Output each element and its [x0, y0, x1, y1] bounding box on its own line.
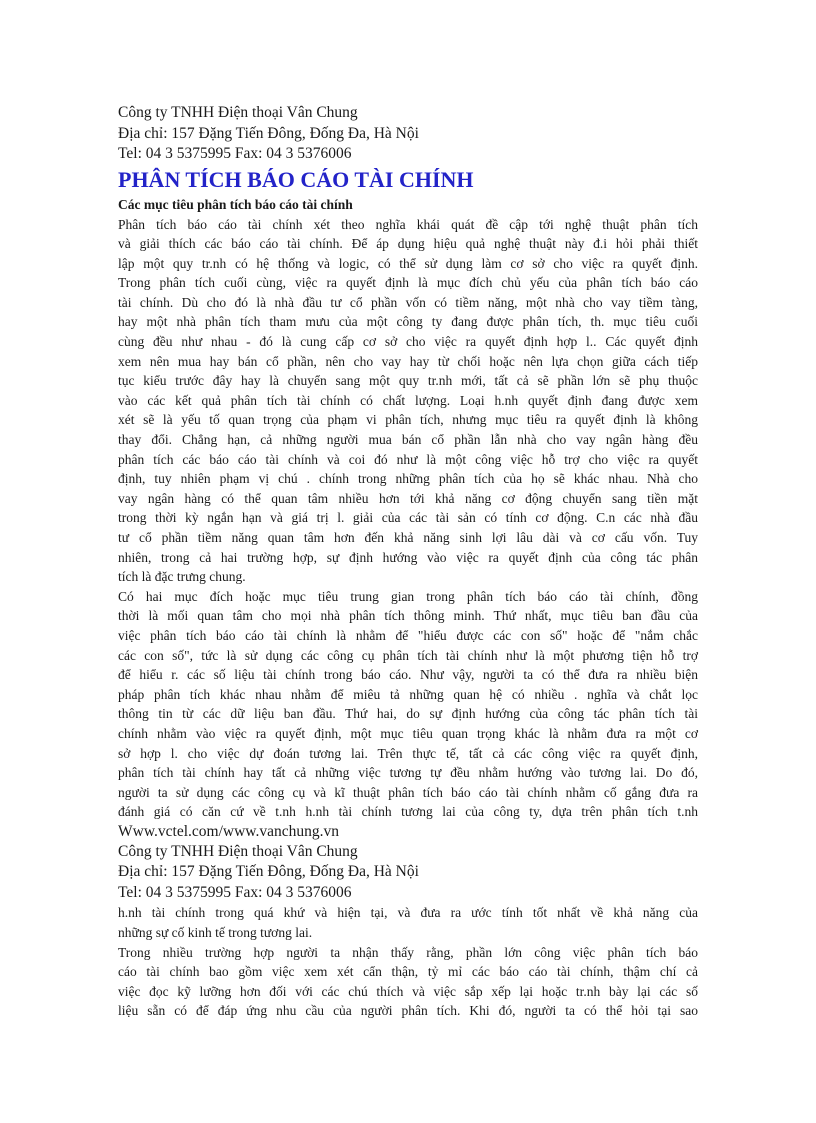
paragraph-3 [118, 903, 698, 942]
company-name: Công ty TNHH Điện thoại Vân Chung [118, 842, 358, 860]
text-line: xét sẽ là yếu tố quan trọng của phạm vi phân tích, nhưng mục tiêu ra quyết định là không [118, 412, 698, 428]
text-line: tục kiểu trước đây hay là chuyển sang một quy tr.nh mới, tất cả sẽ phần lớn sẽ phụ thuộc [118, 373, 698, 389]
text-line: lập một quy tr.nh có hệ thống và logic, có thể sử dụng làm cơ sở cho việc ra quyết định. [118, 255, 698, 271]
text-line: thông tin từ các dữ liệu ban đầu. Thứ hai, do sự định hướng của công tác phân tích tài [118, 706, 698, 722]
text-line: vay ngân hàng có thể quan tâm nhiều hơn tới khả năng cơ động chuyển sang tiền mặt [118, 490, 698, 506]
text-line: thay đổi. Chẳng hạn, cả những người mua bán cổ phần lẫn nhà cho vay ngân hàng đều [118, 432, 698, 448]
text-line: định, tuy nhiên phạm vị chú . chính trong những phân tích của họ sẽ khác nhau. Nhà cho [118, 471, 698, 487]
text-line: Có hai mục đích hoặc mục tiêu trung gian trong phân tích báo cáo tài chính, đồng [118, 588, 698, 604]
text-line: phân tích các báo cáo tài chính và coi đó như là một công việc hỗ trợ cho việc ra quyết [118, 451, 698, 467]
text-line: Trong nhiều trường hợp người ta nhận thấy rằng, phần lớn công việc phân tích báo [118, 944, 698, 960]
text-line: cùng đều như nhau - đó là cung cấp cơ sở cho việc ra quyết định hợp l.. Các quyết định [118, 334, 698, 350]
text-line: việc đọc kỹ lưỡng hơn đối với các chú thích và việc sắp xếp lại hoặc tr.nh bày lại các số [118, 983, 698, 999]
text-line: Trong phân tích cuối cùng, việc ra quyết định là mục đích chủ yếu của phân tích báo cáo [118, 275, 698, 291]
text-line: người ta sử dụng các công cụ và kĩ thuật phân tích báo cáo tài chính nhằm cố gắng đưa ra [118, 784, 698, 800]
company-address: Địa chỉ: 157 Đặng Tiến Đông, Đống Đa, Hà Nội [118, 863, 419, 881]
text-line: sở hợp l. cho việc dự đoán tương lai. Trên thực tế, tất cả các công việc ra quyết định, [118, 745, 698, 761]
company-phone: Tel: 04 3 5375995 Fax: 04 3 5376006 [118, 145, 352, 162]
text-line: xem nên mua hay bán cổ phần, nên cho vay hay từ chối hoặc nên lựa chọn giữa cách tiếp [118, 353, 698, 369]
text-line: trong thời kỳ ngắn hạn và giá trị l. giải của các tài sản có tính cơ động. C.n các nhà đầu [118, 510, 698, 526]
text-line: liệu sẵn có để đáp ứng nhu cầu của người phân tích. Khi đó, người ta có thể hỏi tại sao [118, 1003, 698, 1019]
company-header [118, 103, 698, 165]
text-line: để hiểu r. các số liệu tài chính trong báo cáo. Như vậy, người ta có thể đưa ra nhiều biện [118, 667, 698, 683]
text-line: chính nhằm vào việc ra quyết định, một mục tiêu quan trọng khác là nhằm đưa ra một cơ [118, 725, 698, 741]
document-page [118, 103, 698, 1021]
text-line: vào các kết quả phân tích tài chính có chất lượng. Loại h.nh quyết định đang được xem [118, 392, 698, 408]
text-line: tư cổ phần tiềm năng quan tâm hơn đến khả năng sinh lợi lâu dài và cơ cấu vốn. Tuy [118, 530, 698, 545]
text-line: Phân tích báo cáo tài chính xét theo nghĩa khái quát đề cập tới nghệ thuật phân tích [118, 216, 698, 232]
text-line: các con số", tức là sử dụng các công cụ phân tích tài chính như là một phương tiện hỗ trợ [118, 647, 698, 663]
text-line: cáo tài chính bao gồm việc xem xét cẩn thận, tỷ mỉ các báo cáo tài chính, thậm chí cả [118, 964, 698, 980]
text-line: đánh giá có căn cứ về t.nh h.nh tài chính tương lai của công ty, dựa trên phân tích t.nh [118, 804, 698, 820]
text-line: tích là đặc trưng chung. [118, 569, 246, 585]
paragraph-2 [118, 587, 698, 822]
paragraph-4 [118, 943, 698, 1021]
text-line: pháp phân tích khác nhau nhằm để miêu tả những quan hệ có nhiều . nghĩa và chắt lọc [118, 686, 698, 702]
text-line: thời là mối quan tâm cho mọi nhà phân tích thông minh. Thứ nhất, mục tiêu ban đầu của [118, 608, 698, 624]
page-title: PHÂN TÍCH BÁO CÁO TÀI CHÍNH [118, 166, 474, 192]
text-line: hay một nhà phân tích tham mưu của một công ty đang được phân tích, th. mục tiêu cuối [118, 314, 698, 330]
text-line: h.nh tài chính trong quá khứ và hiện tại, và đưa ra ước tính tốt nhất về khả năng của [118, 905, 698, 921]
company-address: Địa chỉ: 157 Đặng Tiến Đông, Đống Đa, Hà Nội [118, 124, 419, 142]
company-name: Công ty TNHH Điện thoại Vân Chung [118, 104, 358, 121]
text-line: phân tích tài chính hay tất cả những việc tương tự đều nhằm hướng vào tương lai. Do đó, [118, 765, 698, 781]
company-phone: Tel: 04 3 5375995 Fax: 04 3 5376006 [118, 883, 352, 901]
section-subtitle: Các mục tiêu phân tích báo cáo tài chính [118, 196, 353, 212]
paragraph-1 [118, 215, 698, 587]
footer-company-header [118, 842, 698, 904]
text-line: những sự cố kinh tế trong tương lai. [118, 925, 313, 940]
text-line: tài chính. Dù cho đó là nhà đầu tư cổ phần vốn có tiềm năng, một nhà cho vay tiềm tàng, [118, 294, 698, 310]
text-line: việc phân tích báo cáo tài chính là nhằm để "hiểu được các con số" hoặc để "nắm chắc [118, 627, 698, 643]
text-line: và giải thích các báo cáo tài chính. Để áp dụng hiệu quả nghệ thuật này đ.i hỏi phải thiết [118, 236, 698, 252]
website-link[interactable]: Www.vctel.com/www.vanchung.vn [118, 822, 339, 840]
text-line: nhiên, trong cả hai trường hợp, sự định hướng vào việc ra quyết định của công tác phân [118, 549, 698, 565]
